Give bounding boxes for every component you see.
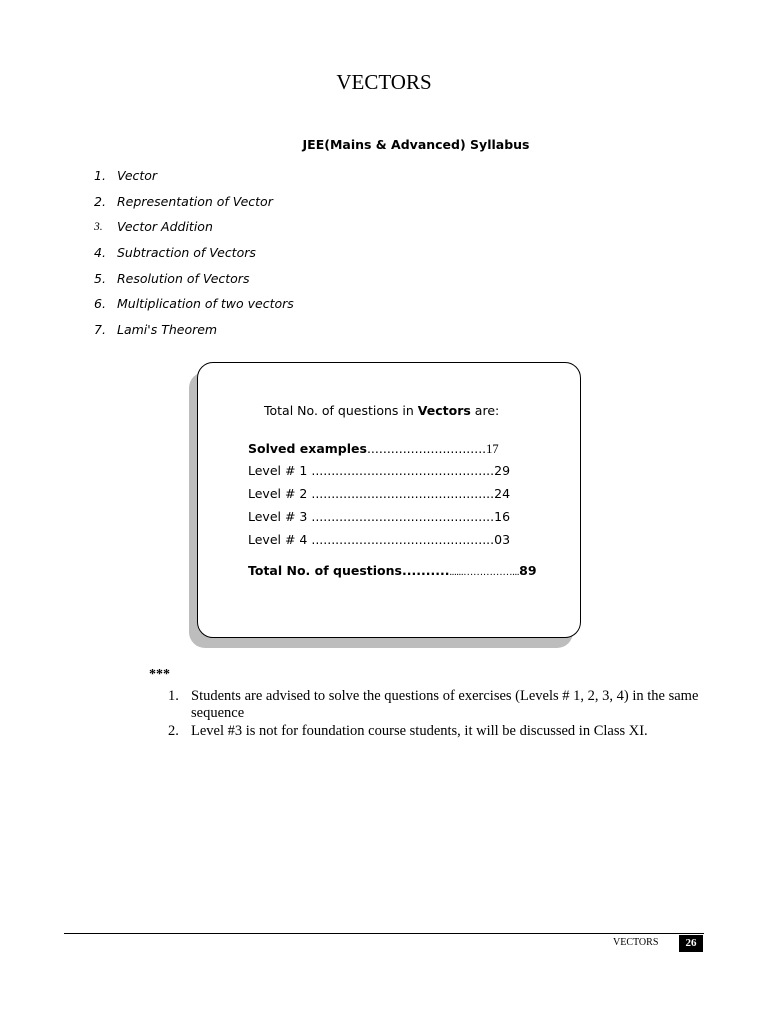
list-item <box>94 193 294 219</box>
section-marker: *** <box>149 667 170 682</box>
list-number: 7. <box>94 322 106 338</box>
leader-dots: ......……………... <box>449 567 520 578</box>
list-item-label: Multiplication of two vectors <box>117 296 294 312</box>
list-item <box>94 295 294 321</box>
list-item <box>94 244 294 270</box>
list-item-label: Resolution of Vectors <box>117 270 250 286</box>
list-item-label: Vector Addition <box>117 219 213 235</box>
list-item <box>94 167 294 193</box>
list-item-label: Representation of Vector <box>117 193 273 209</box>
footer-chapter-label: VECTORS <box>613 937 659 948</box>
level-count: 29 <box>494 463 511 478</box>
level-label: Level # 2 .............................................. <box>248 486 495 501</box>
list-number: 4. <box>94 245 106 261</box>
list-item <box>94 218 294 244</box>
note-number: 2. <box>168 723 179 739</box>
note-item <box>168 688 708 721</box>
level-row <box>248 532 510 547</box>
solved-examples-row <box>248 441 499 457</box>
note-text: Level #3 is not for foundation course students, it will be discussed in Class XI. <box>191 723 648 739</box>
level-label: Level # 4 .............................................. <box>248 532 495 547</box>
level-label: Level # 3 .............................................. <box>248 509 495 524</box>
list-number: 2. <box>94 193 106 209</box>
list-item <box>94 321 294 347</box>
list-number: 5. <box>94 270 106 286</box>
level-row <box>248 509 510 524</box>
level-label: Level # 1 .............................................. <box>248 463 495 478</box>
list-item <box>94 270 294 296</box>
total-questions-label: Total No. of questions.......... <box>248 563 450 578</box>
level-row <box>248 486 510 501</box>
list-number: 1. <box>94 168 106 183</box>
page-number-badge: 26 <box>679 935 703 952</box>
summary-intro-suffix: are: <box>470 403 500 418</box>
list-number: 6. <box>94 296 106 312</box>
level-count: 16 <box>494 509 511 524</box>
level-count: 24 <box>494 486 511 501</box>
list-number: 3. <box>94 221 103 234</box>
list-item-label: Subtraction of Vectors <box>117 245 256 261</box>
note-text: Students are advised to solve the questions of exercises (Levels # 1, 2, 3, 4) in the same sequence <box>191 688 699 721</box>
solved-examples-count: 17 <box>486 442 499 456</box>
leader-dots: .............................. <box>366 441 487 456</box>
summary-topic: Vectors <box>417 403 471 418</box>
syllabus-list <box>94 167 294 347</box>
level-count: 03 <box>494 532 511 547</box>
summary-intro-text: Total No. of questions in <box>264 403 418 418</box>
footer-divider <box>64 933 704 934</box>
total-questions-count: 89 <box>519 563 537 578</box>
syllabus-heading: JEE(Mains & Advanced) Syllabus <box>302 137 530 152</box>
level-row <box>248 463 510 478</box>
total-questions-row <box>248 563 537 578</box>
solved-examples-label: Solved examples <box>248 441 367 456</box>
page-title: VECTORS <box>336 70 432 94</box>
notes-list <box>168 688 708 742</box>
note-number: 1. <box>168 688 179 704</box>
list-item-label: Vector <box>117 168 158 183</box>
note-item <box>168 723 708 740</box>
summary-intro <box>264 403 499 418</box>
list-item-label: Lami's Theorem <box>117 322 218 338</box>
